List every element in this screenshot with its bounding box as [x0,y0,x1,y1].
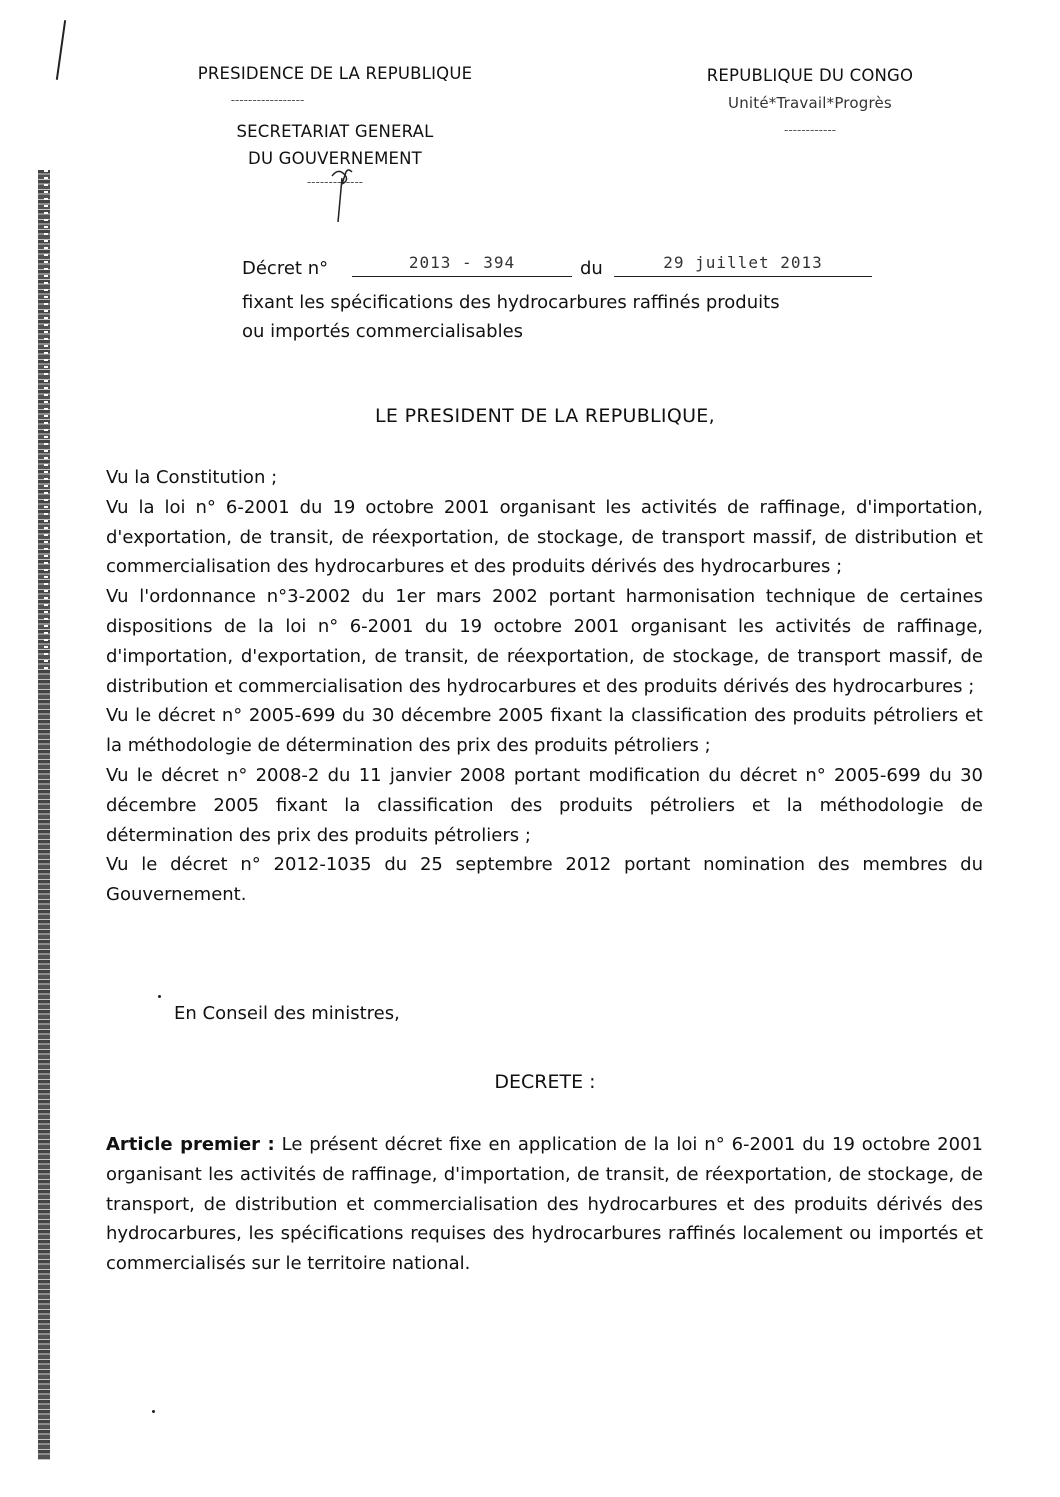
president-heading: LE PRESIDENT DE LA REPUBLIQUE, [375,405,715,427]
decree-date-label: du [580,258,603,279]
decree-number-line [242,252,922,286]
decree-number-value: 2013 - 394 [352,252,572,277]
header-motto: Unité*Travail*Progrès [728,94,892,112]
visa-item: Vu le décret n° 2005-699 du 30 décembre 2005 fixant la classification des produits pétroliers et la méthodologie de détermination des prix des produits pétroliers ; [106,705,983,757]
decree-number-label: Décret n° [242,258,329,279]
header-secretariat-line1: SECRETARIAT GENERAL [236,122,434,141]
visa-item: Vu la Constitution ; [106,467,278,488]
article-text: Le présent décret fixe en application de la loi n° 6-2001 du 19 octobre 2001 organisant les activités de raffinage, d'importation, de transit, de réexportation, de stockage, de transport, de distribution et commercialisation des hydrocarbures et des produits dérivés des hydrocarbures, les spécifications requises des hydrocarbures raffinés localement ou importés et commercialisés sur le territoire national. [106,1134,983,1275]
article-label: Article premier : [106,1134,275,1155]
decree-subtitle [242,288,942,346]
decree-subtitle-line2: ou importés commercialisables [242,321,524,342]
header-presidence: PRESIDENCE DE LA REPUBLIQUE [197,64,473,83]
pen-mark [56,20,66,80]
header-left-separator: ----------------- [230,93,305,107]
header-secretariat-line2: DU GOUVERNEMENT [248,149,422,168]
speck [152,1410,155,1413]
article-paragraph [106,1130,983,1279]
decree-date-value: 29 juillet 2013 [614,252,872,277]
decrete-heading: DECRETE : [494,1071,596,1093]
conseil-line: En Conseil des ministres, [174,1003,400,1024]
visa-item: Vu la loi n° 6-2001 du 19 octobre 2001 organisant les activités de raffinage, d'importation, d'exportation, de transit, de réexportation, de stockage, de transport massif, de distribution et commercialisation des hydrocarbures et des produits dérivés des hydrocarbures ; [106,496,983,578]
visa-item: Vu l'ordonnance n°3-2002 du 1er mars 2002 portant harmonisation technique de certaines dispositions de la loi n° 6-2001 du 19 octobre 2001 organisant les activités de raffinage, d'importation, d'exportation, de transit, de réexportation, de stockage, de transport massif, de distribution et commercialisation des hydrocarbures et des produits dérivés des hydrocarbures ; [106,586,983,697]
visas-block [106,463,983,910]
visa-item: Vu le décret n° 2012-1035 du 25 septembre 2012 portant nomination des membres du Gouvernement. [106,854,983,906]
header-republique: REPUBLIQUE DU CONGO [706,66,914,85]
initials-signature [324,164,364,224]
decree-subtitle-line1: fixant les spécifications des hydrocarbures raffinés produits [242,292,780,313]
speck [158,995,161,998]
header-right-separator: ------------ [784,123,836,137]
article-premier [106,1130,983,1279]
visa-item: Vu le décret n° 2008-2 du 11 janvier 2008 portant modification du décret n° 2005-699 du 30 décembre 2005 fixant la classification des produits pétroliers et la méthodologie de détermination des prix des produits pétroliers ; [106,764,983,846]
header-left-separator-2: ------------- [306,175,364,189]
